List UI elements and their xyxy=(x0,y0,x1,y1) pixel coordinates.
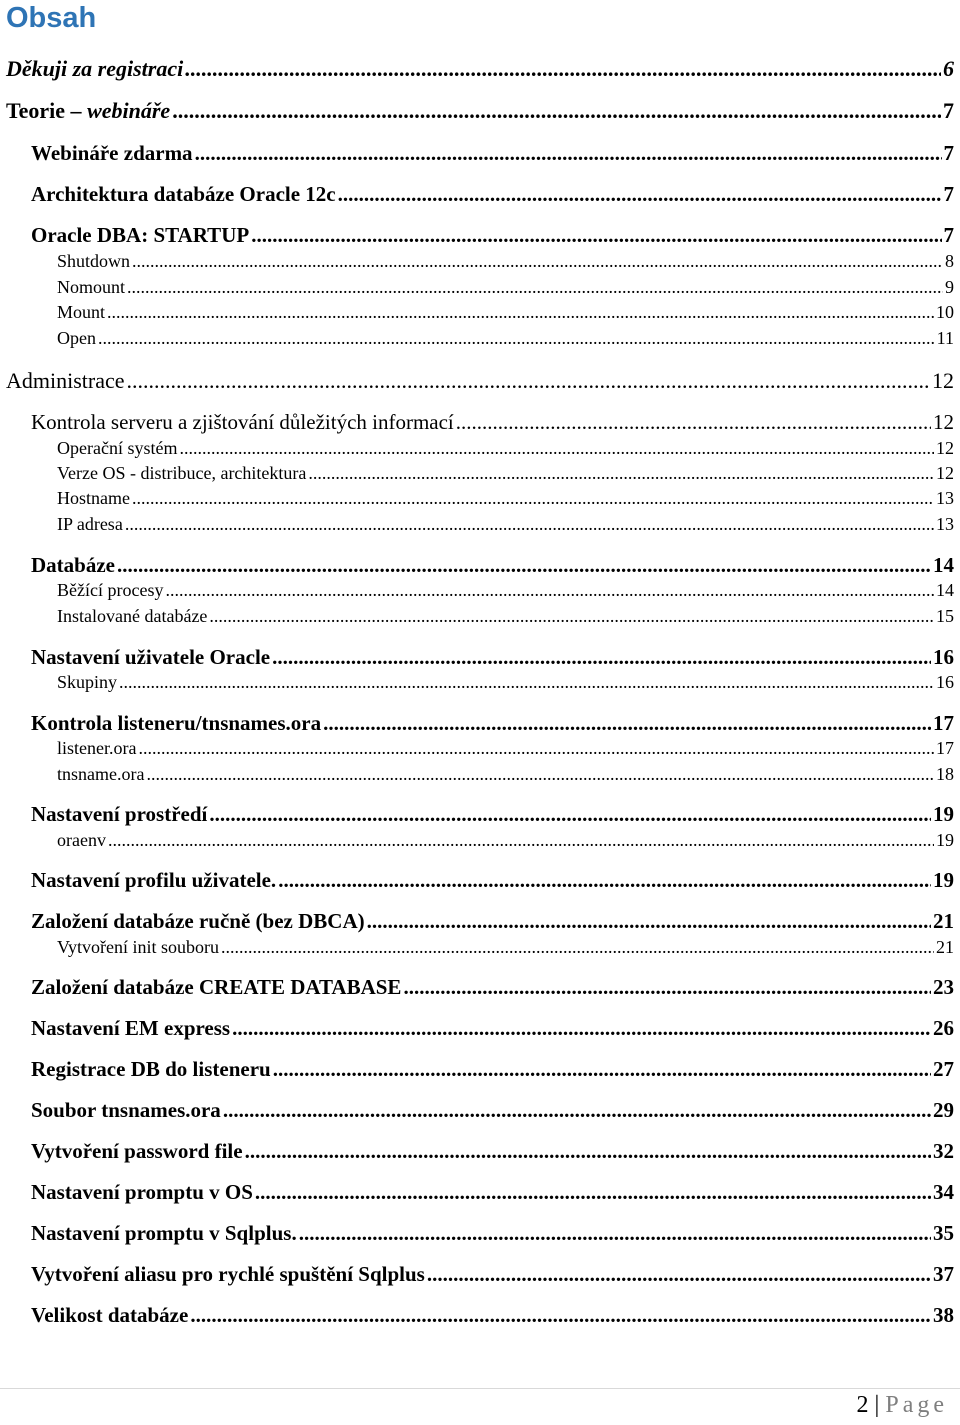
toc-entry[interactable] xyxy=(57,251,954,272)
toc-entry-label: Nastavení promptu v Sqlplus. xyxy=(31,1221,297,1245)
toc-entry-label: Nastavení profilu uživatele. xyxy=(31,868,277,892)
toc-page-number: 9 xyxy=(945,277,954,297)
toc-entry[interactable] xyxy=(57,937,954,958)
toc-page-number: 35 xyxy=(933,1221,954,1245)
toc-entry-label: Běžící procesy xyxy=(57,580,164,600)
toc-leader xyxy=(127,277,943,298)
toc-entry-label: Webináře zdarma xyxy=(31,141,193,165)
toc-leader xyxy=(323,711,931,736)
toc-leader xyxy=(255,1180,931,1205)
toc-page-number: 7 xyxy=(943,223,954,247)
toc-entry-label: Oracle DBA: STARTUP xyxy=(31,223,250,247)
toc-entry-label: Kontrola listeneru/tnsnames.ora xyxy=(31,711,322,735)
toc-leader xyxy=(185,56,941,82)
toc-leader xyxy=(308,463,934,484)
toc-leader xyxy=(108,830,934,851)
toc-entry[interactable] xyxy=(31,553,954,578)
toc-entry[interactable] xyxy=(57,488,954,509)
toc-entry-label: Velikost databáze xyxy=(31,1303,189,1327)
toc-leader xyxy=(338,182,942,207)
toc-leader xyxy=(132,488,934,509)
toc-page-number: 38 xyxy=(933,1303,954,1327)
toc-entry-label: tnsname.ora xyxy=(57,764,145,784)
toc-page-number: 7 xyxy=(943,98,954,123)
footer-divider xyxy=(0,1388,960,1389)
toc-entry-label: Kontrola serveru a zjištování důležitých informací xyxy=(31,410,454,434)
toc-entry-label: oraenv xyxy=(57,830,106,850)
toc-leader xyxy=(427,1262,931,1287)
toc-entry-label: Instalované databáze xyxy=(57,606,208,626)
toc-entry[interactable] xyxy=(31,1221,954,1246)
toc-leader xyxy=(132,251,943,272)
toc-page-number: 12 xyxy=(936,438,954,458)
toc-leader xyxy=(179,438,934,459)
toc-page-number: 13 xyxy=(936,514,954,534)
toc-entry-label: Nastavení promptu v OS xyxy=(31,1180,253,1204)
toc-leader xyxy=(223,1098,931,1123)
toc-page-number: 34 xyxy=(933,1180,954,1204)
toc-page-number: 19 xyxy=(936,830,954,850)
toc-entry-label: Registrace DB do listeneru xyxy=(31,1057,271,1081)
toc-page-number: 19 xyxy=(933,868,954,892)
toc-entry[interactable] xyxy=(31,410,954,435)
toc-leader xyxy=(190,1303,931,1328)
toc-entry-label: Nastavení EM express xyxy=(31,1016,231,1040)
page-footer xyxy=(857,1392,948,1419)
toc-entry[interactable] xyxy=(57,580,954,601)
toc-entry[interactable] xyxy=(31,802,954,827)
toc-leader xyxy=(127,368,930,394)
toc-leader xyxy=(232,1016,931,1041)
footer-page-number: 2 xyxy=(856,1392,869,1418)
toc-leader xyxy=(251,223,941,248)
toc-entry[interactable] xyxy=(31,182,954,207)
toc-entry[interactable] xyxy=(31,1139,954,1164)
toc-entry[interactable] xyxy=(6,368,954,394)
toc-page-number: 17 xyxy=(936,738,954,758)
toc-page-number: 14 xyxy=(936,580,954,600)
toc-entry-label: Založení databáze ručně (bez DBCA) xyxy=(31,909,365,933)
toc-page-number: 29 xyxy=(933,1098,954,1122)
toc-page-number: 6 xyxy=(943,56,954,81)
toc-entry[interactable] xyxy=(57,606,954,627)
toc-entry[interactable] xyxy=(31,868,954,893)
footer-page-word: Page xyxy=(885,1392,948,1418)
toc-page-number: 26 xyxy=(933,1016,954,1040)
toc-entry[interactable] xyxy=(31,141,954,166)
toc-page-number: 19 xyxy=(933,802,954,826)
toc-entry-label: Shutdown xyxy=(57,251,131,271)
toc-entry[interactable] xyxy=(31,1057,954,1082)
toc-entry[interactable] xyxy=(57,302,954,323)
toc-page-number: 23 xyxy=(933,975,954,999)
toc-entry[interactable] xyxy=(31,909,954,934)
toc-leader xyxy=(456,410,931,435)
toc-leader xyxy=(299,1221,931,1246)
toc-leader xyxy=(119,672,934,693)
toc-leader xyxy=(367,909,931,934)
toc-entry[interactable] xyxy=(6,98,954,124)
toc-entry-label: IP adresa xyxy=(57,514,123,534)
toc-entry-label: Děkuji za registraci xyxy=(6,56,184,81)
toc-page-number: 27 xyxy=(933,1057,954,1081)
toc-entry[interactable] xyxy=(57,463,954,484)
toc-entry[interactable] xyxy=(57,672,954,693)
toc-leader xyxy=(117,553,931,578)
toc-entry-label: Open xyxy=(57,328,96,348)
toc-entry[interactable] xyxy=(31,645,954,670)
toc-entry-label: Vytvoření aliasu pro rychlé spuštění Sqlplus xyxy=(31,1262,425,1286)
toc-entry-label: Architektura databáze Oracle 12c xyxy=(31,182,336,206)
toc-entry[interactable] xyxy=(31,1303,954,1328)
toc-entry-label: listener.ora xyxy=(57,738,137,758)
toc-leader xyxy=(245,1139,931,1164)
toc-leader xyxy=(98,328,935,349)
toc-entry-label: Soubor tnsnames.ora xyxy=(31,1098,221,1122)
toc-page-number: 32 xyxy=(933,1139,954,1163)
toc-page-number: 17 xyxy=(933,711,954,735)
toc-entry-label: Vytvoření init souboru xyxy=(57,937,219,957)
toc-entry[interactable] xyxy=(57,738,954,759)
toc-page-number: 21 xyxy=(933,909,954,933)
toc-entry[interactable] xyxy=(31,1180,954,1205)
toc-page-number: 14 xyxy=(933,553,954,577)
toc-page-number: 12 xyxy=(933,410,954,434)
toc-entry-label: Operační systém xyxy=(57,438,178,458)
toc-entry[interactable] xyxy=(31,1098,954,1123)
toc-entry[interactable] xyxy=(57,514,954,535)
toc-entry-label: Nomount xyxy=(57,277,126,297)
toc-leader xyxy=(138,738,934,759)
toc-leader xyxy=(209,802,931,827)
toc-entry-label: Verze OS - distribuce, architektura xyxy=(57,463,307,483)
toc-leader xyxy=(209,606,934,627)
toc-entry[interactable] xyxy=(57,438,954,459)
toc-page-number: 21 xyxy=(936,937,954,957)
toc-entry[interactable] xyxy=(31,1016,954,1041)
toc-entry-label: Hostname xyxy=(57,488,130,508)
toc-entry-label: Nastavení prostředí xyxy=(31,802,208,826)
toc-entry-label: Administrace xyxy=(6,368,125,393)
toc-leader xyxy=(278,868,931,893)
toc-leader xyxy=(195,141,942,166)
toc-entry-label: Vytvoření password file xyxy=(31,1139,243,1163)
footer-separator: | xyxy=(874,1392,880,1418)
toc-page-number: 37 xyxy=(933,1262,954,1286)
toc-leader xyxy=(403,975,931,1000)
toc-entry-label: Teorie – webináře xyxy=(6,98,171,123)
toc-page-number: 12 xyxy=(932,368,954,393)
toc-leader xyxy=(125,514,934,535)
page-title: Obsah xyxy=(6,2,97,34)
toc-entry[interactable] xyxy=(57,830,954,851)
toc-leader xyxy=(273,1057,931,1082)
toc-leader xyxy=(165,580,934,601)
toc-leader xyxy=(272,645,931,670)
toc-page-number: 12 xyxy=(936,463,954,483)
toc-entry-label: Databáze xyxy=(31,553,115,577)
toc-page-number: 10 xyxy=(936,302,954,322)
toc-leader xyxy=(221,937,934,958)
toc-entry[interactable] xyxy=(6,56,954,82)
toc-leader xyxy=(146,764,934,785)
toc-page-number: 7 xyxy=(943,182,954,206)
toc-leader xyxy=(107,302,934,323)
toc-page-number: 16 xyxy=(933,645,954,669)
toc-page-number: 15 xyxy=(936,606,954,626)
toc-entry-label: Skupiny xyxy=(57,672,118,692)
toc-entry-label: Nastavení uživatele Oracle xyxy=(31,645,271,669)
toc-page-number: 8 xyxy=(945,251,954,271)
toc-entry[interactable] xyxy=(57,764,954,785)
toc-entry[interactable] xyxy=(57,277,954,298)
toc-entry[interactable] xyxy=(57,328,954,349)
toc-page-number: 7 xyxy=(943,141,954,165)
toc-entry[interactable] xyxy=(31,711,954,736)
toc-page-number: 18 xyxy=(936,764,954,784)
toc-leader xyxy=(172,98,941,124)
toc-page-number: 16 xyxy=(936,672,954,692)
toc-entry[interactable] xyxy=(31,1262,954,1287)
toc-page-number: 13 xyxy=(936,488,954,508)
toc-page-number: 11 xyxy=(936,328,954,348)
toc-entry[interactable] xyxy=(31,223,954,248)
toc-entry-label: Mount xyxy=(57,302,106,322)
toc-entry-label: Založení databáze CREATE DATABASE xyxy=(31,975,402,999)
toc-entry[interactable] xyxy=(31,975,954,1000)
